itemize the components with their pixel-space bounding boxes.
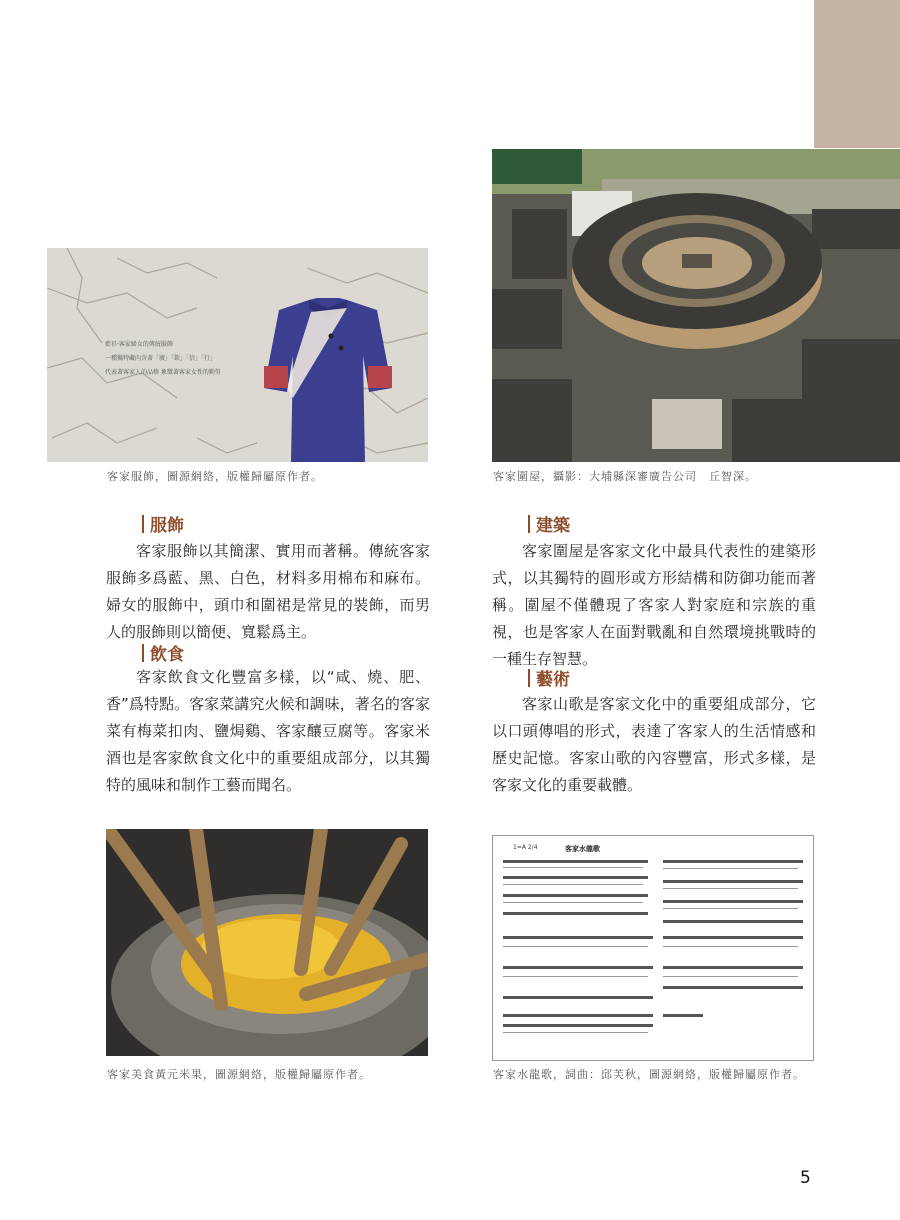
heading-text: 飲食 — [150, 645, 184, 665]
food-photo — [106, 829, 428, 1056]
heading-text: 藝術 — [536, 670, 570, 690]
score-key: 1=A 2/4 — [513, 844, 538, 851]
section-heading-clothing — [142, 511, 184, 536]
score-notation — [493, 836, 813, 1060]
clothing-caption: 客家服飾，圖源網絡，版權歸屬原作者。 — [107, 470, 323, 483]
section-heading-diet — [142, 640, 184, 665]
clothing-photo — [47, 248, 428, 462]
score-title: 客家水龍歌 — [565, 845, 600, 853]
overlay-line: 藍衫·客家婦女的傳統服飾 — [105, 341, 173, 348]
clothing-overlay-text — [105, 338, 221, 380]
section-heading-architecture — [528, 511, 570, 536]
food-illustration — [106, 829, 428, 1056]
overlay-line: 代表著客家人的品格 象徵著客家女性的勤勞 — [105, 369, 221, 376]
section-heading-art — [528, 665, 570, 690]
corner-tab — [814, 0, 900, 148]
page-number: 5 — [800, 1168, 811, 1188]
heading-text: 建築 — [536, 516, 570, 536]
heading-bar — [142, 644, 144, 662]
heading-bar — [528, 669, 530, 687]
music-score — [492, 835, 814, 1061]
score-caption: 客家水龍歌，詞曲：邱芙秋，圖源網絡，版權歸屬原作者。 — [493, 1068, 805, 1081]
clothing-paragraph: 客家服飾以其簡潔、實用而著稱。傳統客家服飾多爲藍、黑、白色，材料多用棉布和麻布。婦女的服飾中，頭巾和圍裙是常見的裝飾，而男人的服飾則以簡便、寬鬆爲主。 — [106, 542, 430, 641]
art-paragraph: 客家山歌是客家文化中的重要組成部分，它以口頭傳唱的形式，表達了客家人的生活情感和歷史記憶。客家山歌的內容豐富，形式多樣，是客家文化的重要載體。 — [492, 695, 816, 794]
tulou-illustration — [492, 149, 900, 462]
tulou-photo — [492, 149, 900, 462]
tulou-caption: 客家圍屋，攝影：大埔縣深審廣告公司 丘智深。 — [493, 470, 757, 483]
food-caption: 客家美食黃元米果，圖源網絡，版權歸屬原作者。 — [107, 1068, 371, 1081]
overlay-line: 一種獨特藏內含著「廣」「欽」「信」「行」 — [105, 355, 217, 362]
heading-text: 服飾 — [150, 516, 184, 536]
architecture-paragraph: 客家圍屋是客家文化中最具代表性的建築形式，以其獨特的圓形或方形結構和防御功能而著稱。圍屋不僅體現了客家人對家庭和宗族的重視，也是客家人在面對戰亂和自然環境挑戰時的一種生存智慧。 — [492, 542, 816, 668]
heading-bar — [142, 515, 144, 533]
diet-paragraph: 客家飲食文化豐富多樣，以“咸、燒、肥、香”爲特點。客家菜講究火候和調味，著名的客家菜有梅菜扣肉、鹽焗鷄、客家釀豆腐等。客家米酒也是客家飲食文化中的重要組成部分，以其獨特的風味和制作工藝而聞名。 — [106, 668, 430, 794]
heading-bar — [528, 515, 530, 533]
